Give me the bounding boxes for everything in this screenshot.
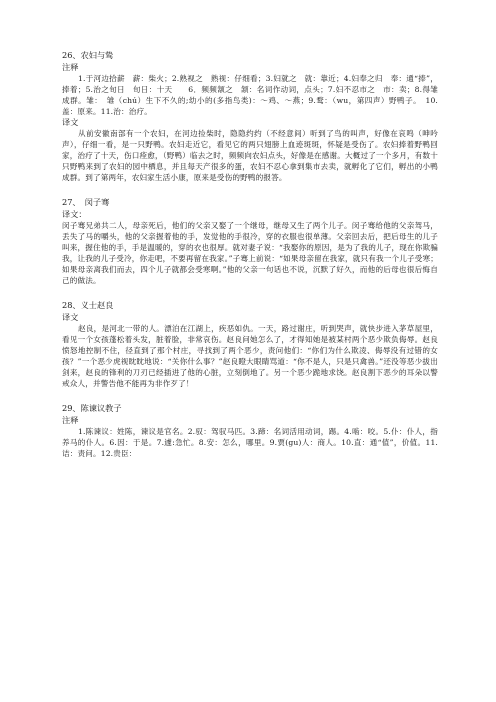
section-27-title: 27、 闵子骞	[62, 197, 110, 207]
section-28-translation-label: 译文	[62, 312, 79, 322]
section-28-translation: 赵良，是河北一带的人。漂泊在江湖上，疾恶如仇。一天，路过谢庄，听到哭声，就快步进入茅草屋里，看见一个女孩蓬松着头发，脏着脸，非常哀伤。赵良问她怎么了，才得知她是被某村两个恶少欺负侮辱。赵良愤怒地控制不住，径直到了那个村庄，寻找到了两个恶少，责问他们：“你们为什么欺凌、侮辱没有过错的女孩？”一个恶少虎视眈眈地说：“关你什么事？”赵良瞪大眼睛骂道：“你不是人，只是只禽兽。”还没等恶少拔出剑来，赵良的锋利的刀刃已经插进了他的心脏，立刻倒地了。另一个恶少跪地求饶。赵良割下恶少的耳朵以警戒众人，并警告他不能再为非作歹了！	[62, 324, 438, 388]
section-26-translation: 从前安徽南部有一个农妇，在河边捡柴时，隐隐约约（不经意间）听到了鸟的叫声，好像在哀鸣（呻吟声），仔细一看，是一只野鸭。农妇走近它，看见它的两只翅膀上血迹斑斑，怀疑是受伤了。农妇捧着野鸭回家，治疗了十天，伤口痊愈，（野鸭）临去之时，频频向农妇点头，好像是在感谢。大概过了一个多月，有数十只野鸭来到了农妇的园中栖息，并且每天产很多的蛋，农妇不忍心拿到集市去卖，就孵化了它们，孵出的小鸭成群。到了第两年，农妇家生活小康，原来是受伤的野鸭的报答。	[62, 129, 438, 182]
section-28-title: 28、义士赵良	[62, 300, 114, 310]
section-26-notes: 1.于河边拾薪 薪：柴火；2.熟视之 熟视：仔细看；3.妇就之 就：靠近；4.妇奉之归 奉：通“捧”，捧着；5.治之旬日 旬日：十天 6．频频颔之 颔：名词作动词，点头；7.妇不忍市之 市：卖；8.得雏成群。雏： 雏（chú）生下不久的;幼小的(多指鸟类)：～鸡、～燕；9.鹜：（wu，第四声）野鸭子。 10.盖：原来。11.治：治疗。	[62, 74, 438, 116]
section-29-notes: 1.陈谏议：姓陈，谏议是官名。2.驭：驾驭马匹。3.蹄：名词活用动词，踢。4.啮：咬。5.仆：仆人，指养马的仆人。6.因：于是。7.遽:急忙。8.安：怎么，哪里。9.贾(gu)人：商人。10.直：通“值”，价值。11.诘：责问。12.贵臣：	[62, 427, 438, 458]
section-26-notes-label: 注释	[62, 62, 79, 72]
section-26-title: 26、农妇与鸷	[62, 50, 114, 60]
section-29-title: 29、陈谏议教子	[62, 403, 122, 413]
section-27-translation-label: 译文：	[62, 209, 87, 219]
section-26-translation-label: 译文	[62, 117, 79, 127]
section-29-notes-label: 注释	[62, 415, 79, 425]
section-27-translation: 闵子骞兄弟共二人，母亲死后，他们的父亲又娶了一个继母，继母又生了两个儿子。闵子骞给他的父亲驾马，丢失了马的嚼头，他的父亲握着他的手，发觉他的手很冷，穿的衣服也很单薄。父亲回去后，把后母生的儿子叫来，握住他的手，手是温暖的，穿的衣也很厚。就对妻子说：“我娶你的原因，是为了我的儿子，现在你欺骗我，让我的儿子受冷，你走吧，不要再留在我家。”子骞上前说：“如果母亲留在我家，就只有我一个儿子受寒；如果母亲离我们而去，四个儿子就都会受寒啊。”他的父亲一句话也不说，沉默了好久，而他的后母也很后悔自己的做法。	[62, 221, 438, 285]
document-page	[62, 50, 438, 459]
